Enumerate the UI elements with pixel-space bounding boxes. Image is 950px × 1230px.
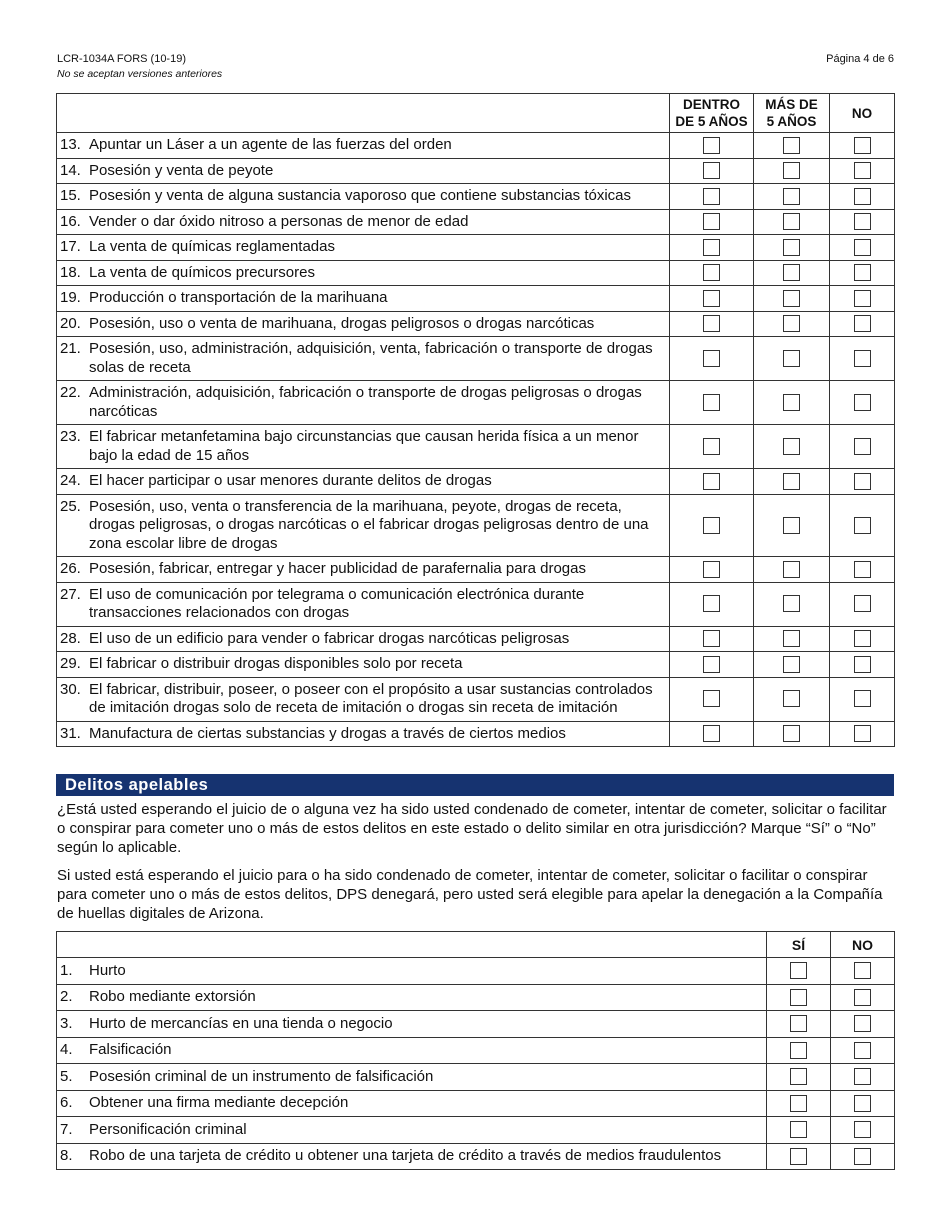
question-number: 3. [60, 1014, 73, 1032]
page-number: Página 4 de 6 [826, 53, 894, 65]
form-note: No se aceptan versiones anteriores [57, 68, 223, 80]
table-row [57, 184, 895, 210]
table-header-row [57, 932, 895, 958]
table-row [57, 286, 895, 312]
more-than-5-years-cell [754, 235, 830, 261]
within-5-years-cell [670, 494, 754, 557]
more-than-5-years-checkbox[interactable] [783, 438, 800, 455]
question-text: Robo mediante extorsión [89, 988, 256, 1006]
question-text: Posesión, uso o venta de marihuana, drogas peligrosos o drogas narcóticas [89, 314, 595, 332]
within-5-years-checkbox[interactable] [703, 630, 720, 647]
question-text: Falsificación [89, 1041, 172, 1059]
within-5-years-checkbox[interactable] [703, 725, 720, 742]
no-checkbox[interactable] [854, 290, 871, 307]
question-cell [57, 1011, 767, 1038]
table-row [57, 557, 895, 583]
more-than-5-years-cell [754, 721, 830, 747]
question-cell [57, 1037, 767, 1064]
more-than-5-years-checkbox[interactable] [783, 690, 800, 707]
more-than-5-years-cell [754, 209, 830, 235]
table-row [57, 984, 895, 1011]
no-checkbox[interactable] [854, 213, 871, 230]
no-checkbox[interactable] [854, 394, 871, 411]
question-number: 2. [60, 988, 73, 1006]
within-5-years-cell [670, 286, 754, 312]
question-number: 21. [60, 340, 81, 357]
within-5-years-checkbox[interactable] [703, 188, 720, 205]
question-number: 6. [60, 1094, 73, 1112]
more-than-5-years-checkbox[interactable] [783, 137, 800, 154]
no-cell [831, 1143, 895, 1170]
table-header-row [57, 94, 895, 133]
question-number: 28. [60, 629, 81, 647]
no-checkbox[interactable] [854, 517, 871, 534]
question-cell [57, 260, 670, 286]
question-text: Posesión, uso, administración, adquisición, venta, fabricación o transporte de drogas solas de receta [89, 340, 653, 376]
no-cell [831, 1090, 895, 1117]
no-cell [830, 494, 895, 557]
within-5-years-cell [670, 721, 754, 747]
more-than-5-years-cell [754, 311, 830, 337]
more-than-5-years-cell [754, 184, 830, 210]
table-row [57, 311, 895, 337]
yes-checkbox[interactable] [790, 989, 807, 1006]
more-than-5-years-checkbox[interactable] [783, 561, 800, 578]
table-row [57, 209, 895, 235]
question-text: El uso de un edificio para vender o fabricar drogas narcóticas peligrosas [89, 629, 570, 647]
within-5-years-checkbox[interactable] [703, 517, 720, 534]
yes-checkbox[interactable] [790, 1068, 807, 1085]
more-than-5-years-checkbox[interactable] [783, 264, 800, 281]
yes-checkbox[interactable] [790, 1121, 807, 1138]
question-cell [57, 1090, 767, 1117]
no-cell [830, 133, 895, 159]
more-than-5-years-checkbox[interactable] [783, 162, 800, 179]
no-cell [830, 337, 895, 381]
col-no: NO [830, 94, 895, 133]
question-number: 29. [60, 655, 81, 672]
more-than-5-years-checkbox[interactable] [783, 595, 800, 612]
question-text: Hurto [89, 961, 126, 979]
table-row [57, 425, 895, 469]
question-text: El fabricar, distribuir, poseer, o poseer con el propósito a usar sustancias controlados de imitación drogas solo de receta de imitación o drogas sin receta de imitación [89, 680, 653, 716]
no-checkbox[interactable] [854, 630, 871, 647]
question-number: 27. [60, 585, 81, 603]
question-number: 17. [60, 238, 81, 255]
table-row [57, 1064, 895, 1091]
more-than-5-years-checkbox[interactable] [783, 630, 800, 647]
col-within-5-years: DENTRO DE 5 AÑOS [670, 94, 754, 133]
question-text: Administración, adquisición, fabricación o transporte de drogas peligrosas o drogas narcóticas [89, 384, 642, 420]
within-5-years-cell [670, 184, 754, 210]
no-checkbox[interactable] [854, 1095, 871, 1112]
question-cell [57, 1064, 767, 1091]
no-cell [830, 286, 895, 312]
question-number: 13. [60, 136, 81, 153]
more-than-5-years-cell [754, 260, 830, 286]
question-number: 23. [60, 428, 81, 445]
question-text: Posesión criminal de un instrumento de falsificación [89, 1067, 434, 1085]
no-checkbox[interactable] [854, 350, 871, 367]
table-row [57, 235, 895, 261]
question-cell [57, 286, 670, 312]
within-5-years-cell [670, 381, 754, 425]
question-cell [57, 557, 670, 583]
within-5-years-checkbox[interactable] [703, 595, 720, 612]
table-row [57, 469, 895, 495]
question-number: 1. [60, 961, 73, 979]
question-cell [57, 469, 670, 495]
question-text: Personificación criminal [89, 1120, 247, 1138]
table-row [57, 582, 895, 626]
table-row [57, 133, 895, 159]
within-5-years-cell [670, 133, 754, 159]
question-number: 14. [60, 161, 81, 179]
col-more-5-years: MÁS DE 5 AÑOS [754, 94, 830, 133]
no-cell [830, 469, 895, 495]
question-text: Apuntar un Láser a un agente de las fuerzas del orden [89, 136, 452, 153]
table-row [57, 652, 895, 678]
within-5-years-checkbox[interactable] [703, 162, 720, 179]
question-number: 8. [60, 1147, 73, 1165]
no-cell [830, 209, 895, 235]
within-5-years-cell [670, 652, 754, 678]
yes-checkbox[interactable] [790, 1095, 807, 1112]
question-number: 16. [60, 212, 81, 230]
within-5-years-cell [670, 469, 754, 495]
question-cell [57, 425, 670, 469]
more-than-5-years-checkbox[interactable] [783, 725, 800, 742]
within-5-years-cell [670, 235, 754, 261]
question-cell [57, 958, 767, 985]
yes-checkbox[interactable] [790, 1148, 807, 1165]
within-5-years-checkbox[interactable] [703, 137, 720, 154]
no-cell [830, 721, 895, 747]
no-checkbox[interactable] [854, 1042, 871, 1059]
col-no: NO [831, 932, 895, 958]
no-checkbox[interactable] [854, 690, 871, 707]
within-5-years-checkbox[interactable] [703, 656, 720, 673]
question-cell [57, 158, 670, 184]
no-checkbox[interactable] [854, 656, 871, 673]
no-cell [830, 582, 895, 626]
table-row [57, 260, 895, 286]
no-checkbox[interactable] [854, 725, 871, 742]
within-5-years-cell [670, 677, 754, 721]
within-5-years-checkbox[interactable] [703, 394, 720, 411]
yes-cell [767, 1064, 831, 1091]
within-5-years-checkbox[interactable] [703, 561, 720, 578]
no-cell [830, 381, 895, 425]
question-text: Posesión, uso, venta o transferencia de la marihuana, peyote, drogas de receta, drogas peligrosas, o drogas narcóticas o el fabricar drogas peligrosas dentro de una zona escolar libre de drogas [89, 497, 649, 552]
question-cell [57, 494, 670, 557]
yes-checkbox[interactable] [790, 962, 807, 979]
table-row [57, 381, 895, 425]
yes-cell [767, 1011, 831, 1038]
no-cell [831, 1037, 895, 1064]
question-text: Posesión y venta de peyote [89, 161, 274, 179]
within-5-years-cell [670, 626, 754, 652]
no-cell [831, 1117, 895, 1144]
within-5-years-cell [670, 425, 754, 469]
within-5-years-checkbox[interactable] [703, 350, 720, 367]
table-row [57, 1117, 895, 1144]
question-cell [57, 677, 670, 721]
more-than-5-years-cell [754, 158, 830, 184]
more-than-5-years-checkbox[interactable] [783, 350, 800, 367]
within-5-years-checkbox[interactable] [703, 213, 720, 230]
more-than-5-years-cell [754, 677, 830, 721]
no-cell [830, 626, 895, 652]
question-text: Posesión, fabricar, entregar y hacer publicidad de parafernalia para drogas [89, 560, 586, 577]
no-checkbox[interactable] [854, 962, 871, 979]
question-number: 15. [60, 187, 81, 204]
more-than-5-years-cell [754, 582, 830, 626]
table-row [57, 1037, 895, 1064]
question-cell [57, 582, 670, 626]
appealable-offenses-table [56, 931, 895, 1170]
within-5-years-checkbox[interactable] [703, 438, 720, 455]
col-yes: SÍ [767, 932, 831, 958]
more-than-5-years-checkbox[interactable] [783, 239, 800, 256]
question-number: 18. [60, 263, 81, 281]
question-text: Producción o transportación de la marihuana [89, 289, 388, 306]
yes-cell [767, 1117, 831, 1144]
within-5-years-checkbox[interactable] [703, 239, 720, 256]
question-number: 24. [60, 472, 81, 489]
table-row [57, 337, 895, 381]
within-5-years-cell [670, 158, 754, 184]
no-cell [830, 311, 895, 337]
more-than-5-years-cell [754, 494, 830, 557]
no-cell [831, 1011, 895, 1038]
question-number: 19. [60, 289, 81, 306]
no-checkbox[interactable] [854, 239, 871, 256]
question-cell [57, 235, 670, 261]
no-checkbox[interactable] [854, 561, 871, 578]
more-than-5-years-cell [754, 626, 830, 652]
no-checkbox[interactable] [854, 264, 871, 281]
question-cell [57, 133, 670, 159]
more-than-5-years-checkbox[interactable] [783, 473, 800, 490]
question-text: La venta de químicos precursores [89, 263, 315, 281]
within-5-years-checkbox[interactable] [703, 473, 720, 490]
more-than-5-years-cell [754, 381, 830, 425]
more-than-5-years-checkbox[interactable] [783, 656, 800, 673]
more-than-5-years-checkbox[interactable] [783, 213, 800, 230]
question-cell [57, 337, 670, 381]
question-cell [57, 626, 670, 652]
no-cell [830, 158, 895, 184]
question-text: El fabricar metanfetamina bajo circunstancias que causan herida física a un menor bajo la edad de 15 años [89, 428, 639, 464]
no-cell [831, 1064, 895, 1091]
no-checkbox[interactable] [854, 162, 871, 179]
within-5-years-checkbox[interactable] [703, 690, 720, 707]
question-text: Vender o dar óxido nitroso a personas de menor de edad [89, 212, 469, 230]
question-number: 22. [60, 384, 81, 401]
table-row [57, 158, 895, 184]
question-text: Posesión y venta de alguna sustancia vaporoso que contiene substancias tóxicas [89, 187, 632, 204]
question-text: La venta de químicas reglamentadas [89, 238, 335, 255]
more-than-5-years-checkbox[interactable] [783, 290, 800, 307]
yes-cell [767, 984, 831, 1011]
question-number: 7. [60, 1120, 73, 1138]
question-text: Obtener una firma mediante decepción [89, 1094, 349, 1112]
within-5-years-cell [670, 209, 754, 235]
more-than-5-years-cell [754, 652, 830, 678]
more-than-5-years-cell [754, 425, 830, 469]
question-text: Robo de una tarjeta de crédito u obtener una tarjeta de crédito a través de medios fraudulentos [89, 1147, 722, 1165]
question-cell [57, 652, 670, 678]
no-cell [830, 557, 895, 583]
no-checkbox[interactable] [854, 595, 871, 612]
question-number: 5. [60, 1067, 73, 1085]
no-checkbox[interactable] [854, 1068, 871, 1085]
table-row [57, 626, 895, 652]
no-checkbox[interactable] [854, 1015, 871, 1032]
yes-cell [767, 958, 831, 985]
no-checkbox[interactable] [854, 438, 871, 455]
yes-checkbox[interactable] [790, 1042, 807, 1059]
no-checkbox[interactable] [854, 989, 871, 1006]
question-number: 4. [60, 1041, 73, 1059]
no-checkbox[interactable] [854, 1121, 871, 1138]
section-title-bar: Delitos apelables [56, 774, 894, 796]
more-than-5-years-checkbox[interactable] [783, 517, 800, 534]
table-row [57, 1090, 895, 1117]
drug-offenses-table [56, 93, 895, 747]
instructions-paragraph-2: Si usted está esperando el juicio para o ha sido condenado de cometer, intentar de cometer, solicitar o facilitar o conspirar para cometer uno o más de estos delitos, DPS denegará, pero usted será elegible para apelar la denegación a la Compañía de huellas digitales de Arizona. [57, 867, 883, 922]
no-cell [830, 184, 895, 210]
no-checkbox[interactable] [854, 315, 871, 332]
within-5-years-cell [670, 582, 754, 626]
question-number: 26. [60, 560, 81, 577]
within-5-years-cell [670, 557, 754, 583]
within-5-years-cell [670, 260, 754, 286]
table-row [57, 1011, 895, 1038]
no-checkbox[interactable] [854, 137, 871, 154]
question-cell [57, 984, 767, 1011]
yes-cell [767, 1090, 831, 1117]
question-cell [57, 1143, 767, 1170]
no-checkbox[interactable] [854, 473, 871, 490]
more-than-5-years-checkbox[interactable] [783, 315, 800, 332]
more-than-5-years-cell [754, 469, 830, 495]
no-checkbox[interactable] [854, 1148, 871, 1165]
yes-checkbox[interactable] [790, 1015, 807, 1032]
blank-header [57, 94, 670, 133]
no-cell [830, 652, 895, 678]
within-5-years-checkbox[interactable] [703, 264, 720, 281]
more-than-5-years-cell [754, 557, 830, 583]
question-number: 30. [60, 680, 81, 698]
within-5-years-cell [670, 311, 754, 337]
more-than-5-years-checkbox[interactable] [783, 394, 800, 411]
question-number: 20. [60, 314, 81, 332]
blank-header [57, 932, 767, 958]
table-row [57, 677, 895, 721]
question-text: El uso de comunicación por telegrama o comunicación electrónica durante transacciones relacionados con drogas [89, 585, 585, 621]
table-row [57, 721, 895, 747]
table-row [57, 1143, 895, 1170]
within-5-years-cell [670, 337, 754, 381]
no-checkbox[interactable] [854, 188, 871, 205]
question-cell [57, 311, 670, 337]
no-cell [830, 425, 895, 469]
yes-cell [767, 1143, 831, 1170]
question-cell [57, 209, 670, 235]
more-than-5-years-cell [754, 133, 830, 159]
no-cell [831, 958, 895, 985]
question-text: El hacer participar o usar menores durante delitos de drogas [89, 472, 492, 489]
question-cell [57, 721, 670, 747]
table-row [57, 494, 895, 557]
question-cell [57, 184, 670, 210]
question-cell [57, 381, 670, 425]
instructions-paragraph-1: ¿Está usted esperando el juicio de o alguna vez ha sido usted condenado de cometer, intentar de cometer, solicitar o facilitar o conspirar para cometer uno o más de estos delitos en este estado o delito similar en otra jurisdicción? Marque “Sí” o “No” según lo aplicable. [57, 801, 887, 856]
no-cell [830, 677, 895, 721]
page-header [57, 53, 894, 80]
question-text: El fabricar o distribuir drogas disponibles solo por receta [89, 655, 463, 672]
more-than-5-years-checkbox[interactable] [783, 188, 800, 205]
no-cell [831, 984, 895, 1011]
question-text: Manufactura de ciertas substancias y drogas a través de ciertos medios [89, 724, 566, 742]
within-5-years-checkbox[interactable] [703, 290, 720, 307]
yes-cell [767, 1037, 831, 1064]
question-number: 25. [60, 497, 81, 515]
no-cell [830, 235, 895, 261]
form-id: LCR-1034A FORS (10-19) [57, 53, 186, 65]
within-5-years-checkbox[interactable] [703, 315, 720, 332]
question-cell [57, 1117, 767, 1144]
table-row [57, 958, 895, 985]
question-number: 31. [60, 724, 81, 742]
more-than-5-years-cell [754, 286, 830, 312]
question-text: Hurto de mercancías en una tienda o negocio [89, 1014, 393, 1032]
more-than-5-years-cell [754, 337, 830, 381]
no-cell [830, 260, 895, 286]
